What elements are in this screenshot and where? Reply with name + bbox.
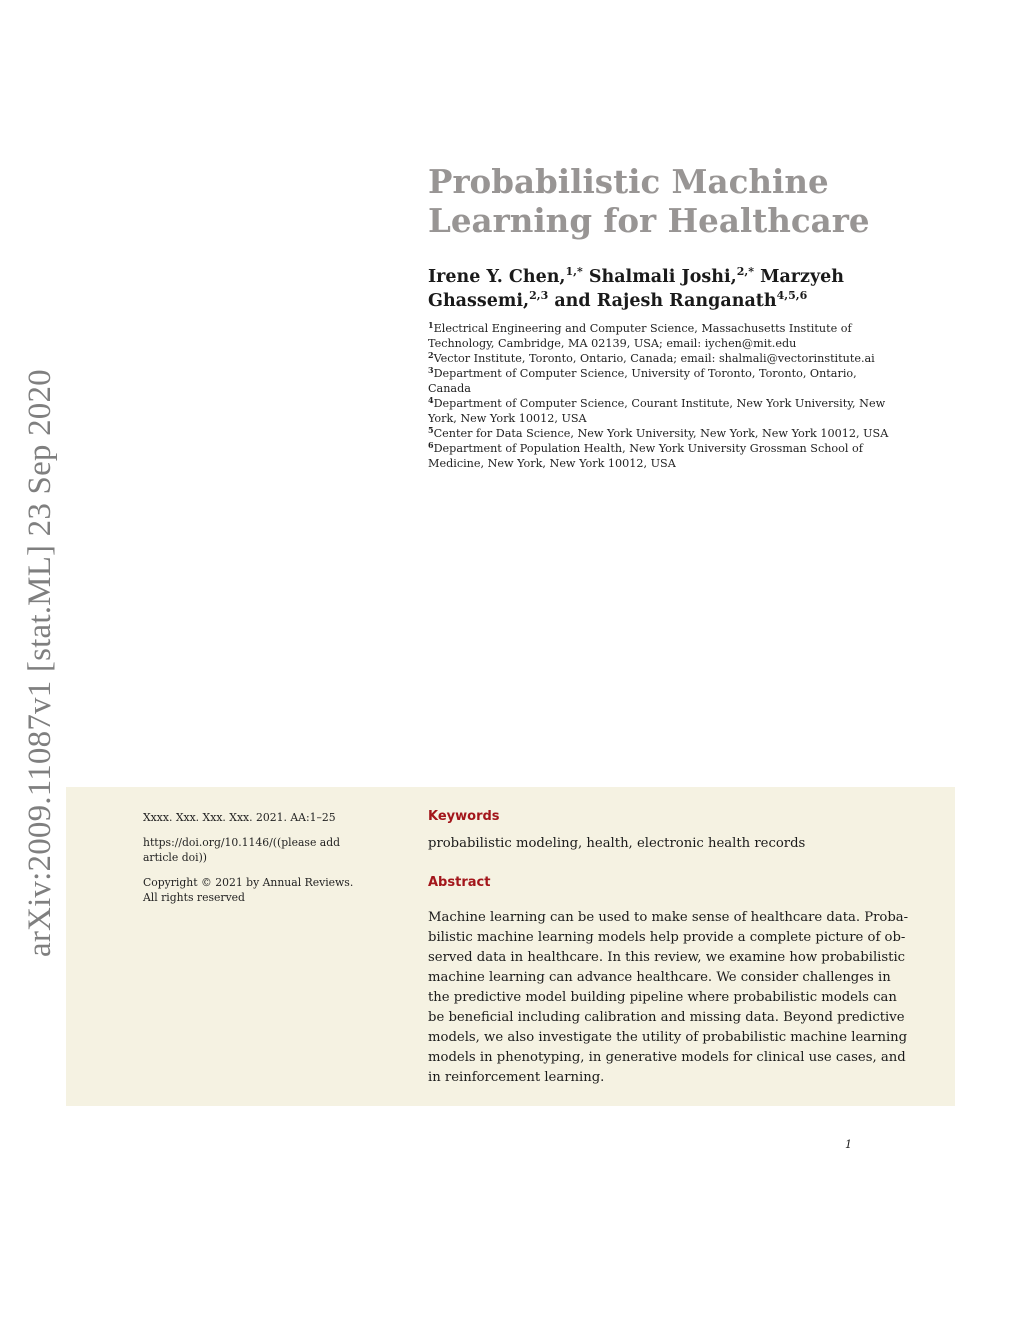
author-name: Ghassemi, <box>428 291 530 311</box>
affiliation-marker: 4 <box>428 395 434 405</box>
doi-block <box>143 835 393 865</box>
doi-line: article doi)) <box>143 851 208 864</box>
title-line: Probabilistic Machine <box>428 162 829 201</box>
author-line <box>428 289 988 313</box>
abstract-body <box>428 908 908 1088</box>
affiliation-marker: 3 <box>428 365 434 375</box>
abstract-line: models in phenotyping, in generative models for clinical use cases, and <box>428 1050 906 1065</box>
affiliation-marker: 1 <box>428 320 434 330</box>
author-name: and Rajesh Ranganath <box>548 291 777 311</box>
arxiv-stamp: arXiv:2009.11087v1 [stat.ML] 23 Sep 2020 <box>22 369 58 957</box>
affiliation-line <box>428 441 918 456</box>
copyright-block <box>143 875 393 905</box>
affiliation-line <box>428 366 918 381</box>
author-name: Irene Y. Chen, <box>428 267 566 287</box>
affiliation-text: Department of Computer Science, Courant Institute, New York University, New <box>433 397 886 410</box>
affiliation-line <box>428 321 918 336</box>
abstract-line: bilistic machine learning models help provide a complete picture of ob- <box>428 930 906 945</box>
affiliation-text: Department of Population Health, New York University Grossman School of <box>433 442 863 455</box>
affiliation-line <box>428 351 918 366</box>
author-affiliation-marker: 2,* <box>736 265 754 278</box>
affiliation-line <box>428 426 918 441</box>
keywords-heading: Keywords <box>428 809 500 824</box>
author-name: Shalmali Joshi, <box>582 267 737 287</box>
abstract-line: in reinforcement learning. <box>428 1070 605 1085</box>
abstract-line: be beneficial including calibration and missing data. Beyond predictive <box>428 1010 905 1025</box>
abstract-line: the predictive model building pipeline where probabilistic models can <box>428 990 897 1005</box>
affiliation-text: Center for Data Science, New York University, New York, New York 10012, USA <box>433 427 889 440</box>
abstract-line: machine learning can advance healthcare. We consider challenges in <box>428 970 891 985</box>
journal-info-block <box>143 810 393 825</box>
affiliation-line: Technology, Cambridge, MA 02139, USA; email: iychen@mit.edu <box>428 337 797 350</box>
affiliation-marker: 2 <box>428 350 434 360</box>
affiliation-text: Electrical Engineering and Computer Science, Massachusetts Institute of <box>433 322 852 335</box>
affiliation-line <box>428 396 918 411</box>
affiliation-text: Vector Institute, Toronto, Ontario, Canada; email: shalmali@vectorinstitute.ai <box>433 352 875 365</box>
author-affiliation-marker: 1,* <box>565 265 583 278</box>
abstract-line: served data in healthcare. In this review, we examine how probabilistic <box>428 950 906 965</box>
abstract-line: Machine learning can be used to make sense of healthcare data. Proba- <box>428 910 909 925</box>
author-affiliation-marker: 2,3 <box>529 289 549 302</box>
author-affiliation-marker: 4,5,6 <box>776 289 808 302</box>
author-name: Marzyeh <box>753 267 844 287</box>
affiliation-marker: 5 <box>428 425 434 435</box>
copyright-line: All rights reserved <box>143 891 245 904</box>
journal-info: Xxxx. Xxx. Xxx. Xxx. 2021. AA:1–25 <box>143 811 336 824</box>
affiliation-marker: 6 <box>428 440 434 450</box>
affiliation-line: Medicine, New York, New York 10012, USA <box>428 457 676 470</box>
affiliation-list <box>428 321 918 471</box>
keywords-text: probabilistic modeling, health, electronic health records <box>428 836 806 851</box>
affiliation-line: York, New York 10012, USA <box>428 412 587 425</box>
paper-title <box>428 162 968 240</box>
copyright-line: Copyright © 2021 by Annual Reviews. <box>143 876 354 889</box>
author-line <box>428 265 988 289</box>
abstract-line: models, we also investigate the utility of probabilistic machine learning <box>428 1030 908 1045</box>
affiliation-text: Department of Computer Science, University of Toronto, Toronto, Ontario, <box>433 367 857 380</box>
page-number: 1 <box>845 1138 852 1151</box>
title-line: Learning for Healthcare <box>428 201 870 240</box>
author-list <box>428 265 988 313</box>
abstract-heading: Abstract <box>428 875 491 890</box>
doi-line: https://doi.org/10.1146/((please add <box>143 836 341 849</box>
publication-info <box>143 810 393 915</box>
affiliation-line: Canada <box>428 382 471 395</box>
